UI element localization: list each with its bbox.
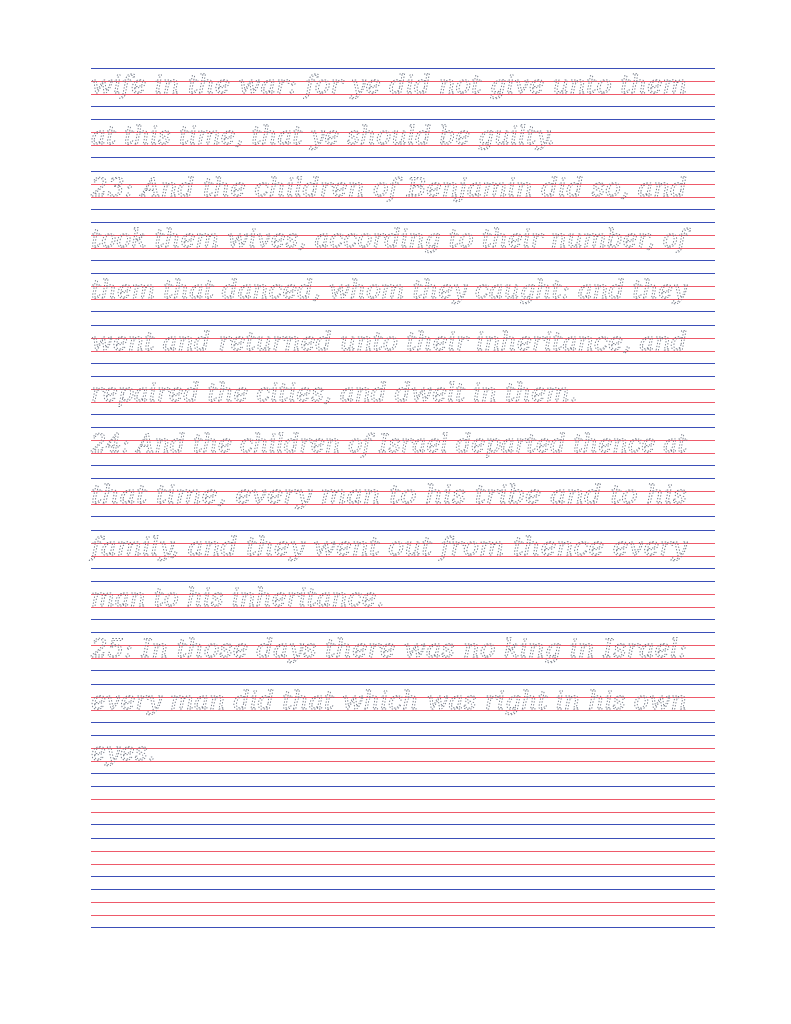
trace-text: them that danced, whom they caught: and they: [91, 275, 688, 304]
trace-text: 24: And the children of Israel departed thence at: [90, 429, 688, 458]
practice-row: [91, 273, 715, 325]
trace-text: wife in the war: for ye did not give unto them: [91, 70, 687, 99]
practice-row: [91, 119, 715, 171]
descender-line: [91, 773, 715, 774]
descender-line: [91, 824, 715, 825]
descender-line: [91, 363, 715, 364]
practice-row: [91, 325, 715, 377]
trace-text-svg: [91, 119, 715, 153]
trace-text: 25: In those days there was no king in Israel:: [89, 634, 688, 663]
trace-text: man to his inheritance.: [91, 583, 385, 612]
trace-text-svg: [88, 530, 715, 564]
trace-text-svg: [91, 68, 715, 102]
trace-text: 23: And the children of Benjamin did so, and: [89, 173, 687, 202]
descender-line: [91, 414, 715, 415]
trace-text-svg: [91, 581, 715, 615]
descender-line: [91, 619, 715, 620]
practice-row: [91, 68, 715, 120]
descender-line: [91, 568, 715, 569]
trace-text-svg: [91, 786, 715, 820]
descender-line: [91, 516, 715, 517]
trace-text-svg: [91, 376, 715, 410]
practice-row: [91, 171, 715, 223]
trace-text-svg: [91, 684, 715, 718]
trace-text-svg: [91, 632, 715, 666]
descender-line: [91, 260, 715, 261]
practice-row: [91, 376, 715, 428]
descender-line: [91, 465, 715, 466]
trace-text: at this time, that ye should be guilty.: [91, 121, 555, 150]
trace-text-svg: [91, 478, 715, 512]
practice-row: [91, 684, 715, 736]
practice-row: [91, 735, 715, 787]
trace-text: eyes.: [91, 737, 156, 766]
practice-row: [91, 632, 715, 684]
trace-text-svg: [91, 273, 715, 307]
descender-line: [91, 209, 715, 210]
trace-text-svg: [91, 222, 715, 256]
trace-text-svg: [91, 171, 715, 205]
trace-text-svg: [91, 427, 715, 461]
practice-row: [88, 530, 715, 582]
practice-row: [91, 478, 715, 530]
practice-row: [91, 786, 715, 838]
trace-text: went and returned unto their inheritance, and: [91, 327, 687, 356]
descender-line: [91, 722, 715, 723]
practice-row: [91, 889, 715, 941]
practice-row: [91, 427, 715, 479]
trace-text-svg: [91, 735, 715, 769]
descender-line: [91, 106, 715, 107]
descender-line: [91, 670, 715, 671]
descender-line: [91, 311, 715, 312]
descender-line: [91, 927, 715, 928]
descender-line: [91, 876, 715, 877]
trace-text: that time, every man to his tribe and to his: [91, 480, 687, 509]
practice-row: [91, 838, 715, 890]
practice-row: [91, 222, 715, 274]
trace-text: every man did that which was right in his own: [91, 686, 687, 715]
trace-text-svg: [91, 838, 715, 872]
trace-text-svg: [91, 325, 715, 359]
trace-text: family, and they went out from thence every: [88, 532, 688, 561]
trace-text: repaired the cities, and dwelt in them.: [91, 378, 578, 407]
trace-text: took them wives, according to their number, of: [91, 224, 691, 253]
trace-text-svg: [91, 889, 715, 923]
practice-row: [91, 581, 715, 633]
descender-line: [91, 157, 715, 158]
